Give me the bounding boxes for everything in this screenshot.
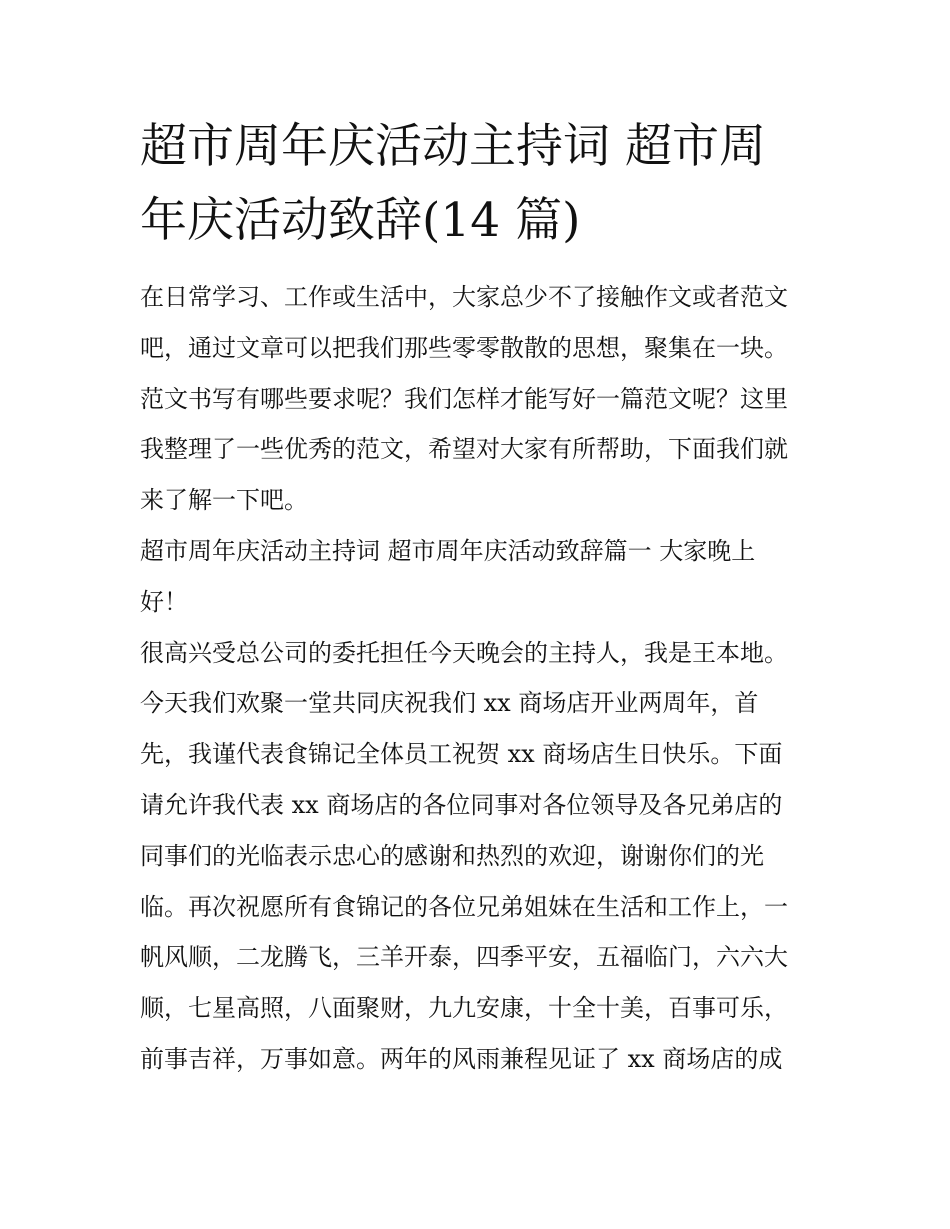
document-body: [140, 272, 820, 1085]
body-line: 帆风顺，二龙腾飞，三羊开泰，四季平安，五福临门，六六大: [140, 943, 788, 972]
body-line: 很高兴受总公司的委托担任今天晚会的主持人，我是王本地。: [140, 638, 788, 667]
body-line: 前事吉祥，万事如意。两年的风雨兼程见证了 xx 商场店的成: [140, 1044, 783, 1073]
body-line: 来了解一下吧。: [140, 486, 308, 515]
document-title: [140, 110, 820, 258]
body-line: 同事们的光临表示忠心的感谢和热烈的欢迎，谢谢你们的光: [140, 841, 764, 870]
body-line: 今天我们欢聚一堂共同庆祝我们 xx 商场店开业两周年，首: [140, 689, 759, 718]
body-line: 我整理了一些优秀的范文，希望对大家有所帮助，下面我们就: [140, 435, 788, 464]
body-line: 先，我谨代表食锦记全体员工祝贺 xx 商场店生日快乐。下面: [140, 740, 783, 769]
body-line: 在日常学习、工作或生活中，大家总少不了接触作文或者范文: [140, 283, 788, 311]
body-line: 吧，通过文章可以把我们那些零零散散的思想，聚集在一块。: [140, 333, 788, 362]
body-line: 请允许我代表 xx 商场店的各位同事对各位领导及各兄弟店的: [140, 790, 783, 819]
body-line: 超市周年庆活动主持词 超市周年庆活动致辞篇一 大家晚上: [140, 536, 756, 565]
body-line: 顺，七星高照，八面聚财，九九安康，十全十美，百事可乐，: [140, 994, 788, 1023]
body-line: 临。再次祝愿所有食锦记的各位兄弟姐妹在生活和工作上，一: [140, 892, 788, 921]
document-content: [140, 110, 820, 1085]
body-line: 好！: [140, 587, 188, 616]
title-line-2: 年庆活动致辞(14 篇): [140, 193, 581, 248]
body-line: 范文书写有哪些要求呢？我们怎样才能写好一篇范文呢？这里: [140, 384, 788, 413]
title-line-1: 超市周年庆活动主持词 超市周: [140, 119, 766, 174]
